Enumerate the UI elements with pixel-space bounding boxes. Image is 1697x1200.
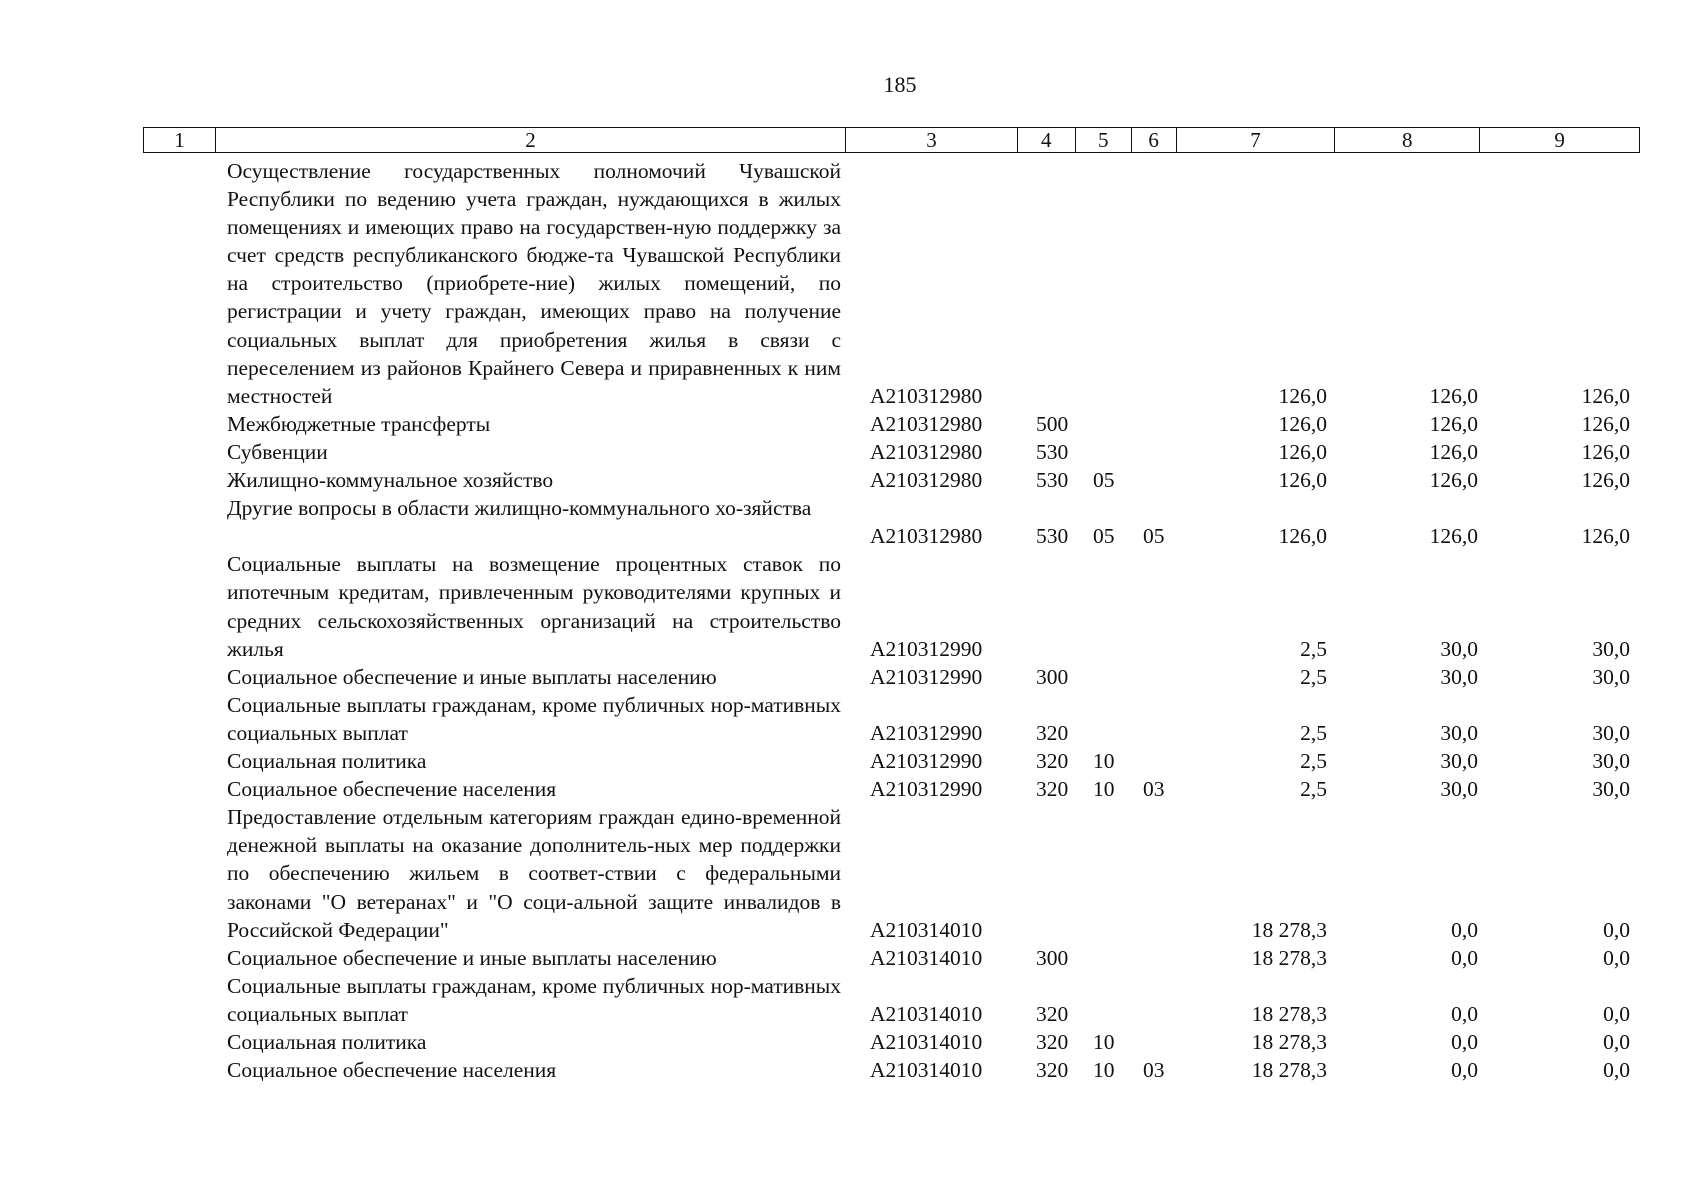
row-col-5: 10 [1093, 777, 1115, 802]
table-row [0, 1028, 1697, 1056]
table-row [0, 157, 1697, 410]
row-name: Социальное обеспечение и иные выплаты населению [227, 664, 717, 689]
row-col-7: 126,0 [1278, 411, 1327, 436]
row-name: Социальные выплаты гражданам, кроме публичных нор-мативных социальных выплат [227, 973, 841, 1026]
row-col-4: 530 [1036, 468, 1069, 493]
row-col-4: 320 [1036, 1001, 1069, 1026]
row-col-3: А210314010 [870, 1058, 983, 1083]
row-name: Другие вопросы в области жилищно-коммунального хо-зяйства [227, 496, 812, 521]
table-row [0, 972, 1697, 1028]
row-col-7: 126,0 [1278, 468, 1327, 493]
row-col-3: А210312980 [870, 468, 983, 493]
row-col-5: 05 [1093, 468, 1115, 493]
row-name: Социальные выплаты на возмещение процентных ставок по ипотечным кредитам, привлеченным руководителями крупных и средних сельскохозяйственных организаций на строительство жилья [227, 552, 841, 661]
row-col-3: А210312980 [870, 439, 983, 464]
row-col-9: 30,0 [1592, 720, 1630, 745]
row-col-9: 126,0 [1581, 383, 1630, 408]
row-col-3: А210314010 [870, 1001, 983, 1026]
row-col-9: 0,0 [1603, 1058, 1630, 1083]
row-col-4: 320 [1036, 1058, 1069, 1083]
table-row [0, 944, 1697, 972]
row-col-6: 03 [1143, 1058, 1165, 1083]
row-col-8: 30,0 [1440, 664, 1478, 689]
row-col-7: 18 278,3 [1251, 945, 1327, 970]
row-col-8: 30,0 [1440, 720, 1478, 745]
row-col-3: А210312990 [870, 664, 983, 689]
row-col-4: 500 [1036, 411, 1069, 436]
header-col-9: 9 [1554, 128, 1565, 152]
row-col-5: 10 [1093, 749, 1115, 774]
row-col-9: 126,0 [1581, 468, 1630, 493]
row-col-3: А210314010 [870, 1030, 983, 1054]
row-col-8: 0,0 [1451, 1030, 1478, 1054]
table-row [0, 466, 1697, 494]
table-row [0, 550, 1697, 662]
row-col-8: 126,0 [1429, 439, 1478, 464]
page-number: 185 [883, 72, 917, 97]
table-header [143, 127, 1640, 153]
table-row [0, 747, 1697, 775]
row-col-4: 300 [1036, 664, 1069, 689]
row-name: Осуществление государственных полномочий Чувашской Республики по ведению учета граждан, нуждающихся в жилых помещениях и имеющих право на государствен-ную поддержку за счет средств республиканского бюдже-та Чувашской Республики на строительство (приобрете-ние) жилых помещений, по регистрации и учету граждан, имеющих право на получение социальных выплат для приобретения жилья в связи с переселением из районов Крайнего Севера и приравненных к ним местностей [227, 159, 841, 408]
row-col-8: 0,0 [1451, 1001, 1478, 1026]
row-col-3: А210312990 [870, 636, 983, 661]
row-col-4: 320 [1036, 749, 1069, 774]
row-col-7: 126,0 [1278, 524, 1327, 549]
header-col-1: 1 [144, 128, 216, 152]
row-col-9: 30,0 [1592, 777, 1630, 802]
row-col-9: 0,0 [1603, 1030, 1630, 1054]
row-name: Социальное обеспечение населения [227, 1058, 557, 1083]
row-name: Социальная политика [227, 1030, 427, 1054]
row-name: Социальное обеспечение и иные выплаты населению [227, 945, 717, 970]
row-name: Жилищно-коммунальное хозяйство [227, 468, 554, 493]
row-name: Межбюджетные трансферты [227, 411, 491, 436]
row-name: Субвенции [227, 439, 328, 464]
table-row [0, 691, 1697, 747]
row-col-4: 530 [1036, 439, 1069, 464]
row-name: Социальное обеспечение населения [227, 777, 557, 802]
header-col-4: 4 [1018, 128, 1076, 152]
row-col-6: 03 [1143, 777, 1165, 802]
row-col-3: А210314010 [870, 945, 983, 970]
row-col-7: 2,5 [1300, 720, 1327, 745]
row-col-3: А210312990 [870, 720, 983, 745]
row-col-4: 530 [1036, 524, 1069, 549]
header-col-3: 3 [846, 128, 1018, 152]
row-col-9: 30,0 [1592, 749, 1630, 774]
row-col-8: 126,0 [1429, 524, 1478, 549]
table-row [0, 663, 1697, 691]
header-col-2: 2 [216, 128, 846, 152]
row-col-6: 05 [1143, 524, 1165, 549]
row-col-8: 126,0 [1429, 383, 1478, 408]
row-col-8: 30,0 [1440, 636, 1478, 661]
row-col-8: 126,0 [1429, 468, 1478, 493]
row-name: Социальная политика [227, 749, 427, 774]
table-row [0, 775, 1697, 803]
row-col-7: 126,0 [1278, 439, 1327, 464]
row-col-8: 0,0 [1451, 917, 1478, 942]
row-col-7: 2,5 [1300, 749, 1327, 774]
row-col-4: 320 [1036, 1030, 1069, 1054]
row-col-9: 126,0 [1581, 524, 1630, 549]
row-col-9: 30,0 [1592, 636, 1630, 661]
row-col-7: 126,0 [1278, 383, 1327, 408]
row-col-4: 320 [1036, 777, 1069, 802]
row-col-7: 18 278,3 [1251, 1030, 1327, 1054]
header-col-6: 6 [1132, 128, 1177, 152]
header-col-5: 5 [1076, 128, 1132, 152]
row-col-4: 300 [1036, 945, 1069, 970]
row-col-5: 10 [1093, 1030, 1115, 1054]
row-col-9: 126,0 [1581, 439, 1630, 464]
row-col-8: 30,0 [1440, 749, 1478, 774]
table-row [0, 410, 1697, 438]
row-name: Предоставление отдельным категориям граждан едино-временной денежной выплаты на оказание дополнитель-ных мер поддержки по обеспечению жильем в соответ-ствии с федеральными законами "О ветеранах" и "О соци-альной защите инвалидов в Российской Федерации" [227, 805, 841, 942]
row-col-5: 05 [1093, 524, 1115, 549]
row-col-7: 2,5 [1300, 777, 1327, 802]
header-col-8: 8 [1335, 128, 1480, 152]
header-col-7: 7 [1177, 128, 1336, 152]
row-col-3: А210312980 [870, 524, 983, 549]
row-col-7: 18 278,3 [1251, 1001, 1327, 1026]
row-col-9: 30,0 [1592, 664, 1630, 689]
table-row [0, 438, 1697, 466]
table-row [0, 803, 1697, 944]
table-row [0, 494, 1697, 550]
table-row [0, 1056, 1697, 1084]
row-col-7: 2,5 [1300, 664, 1327, 689]
row-col-5: 10 [1093, 1058, 1115, 1083]
row-name: Социальные выплаты гражданам, кроме публичных нор-мативных социальных выплат [227, 692, 841, 745]
row-col-8: 0,0 [1451, 945, 1478, 970]
row-col-9: 0,0 [1603, 1001, 1630, 1026]
table-body [0, 157, 1697, 1084]
row-col-9: 126,0 [1581, 411, 1630, 436]
row-col-4: 320 [1036, 720, 1069, 745]
row-col-7: 2,5 [1300, 636, 1327, 661]
row-col-8: 0,0 [1451, 1058, 1478, 1083]
row-col-8: 126,0 [1429, 411, 1478, 436]
row-col-3: А210312980 [870, 411, 983, 436]
row-col-3: А210312980 [870, 383, 983, 408]
row-col-3: А210312990 [870, 777, 983, 802]
row-col-9: 0,0 [1603, 917, 1630, 942]
row-col-8: 30,0 [1440, 777, 1478, 802]
row-col-7: 18 278,3 [1251, 1058, 1327, 1083]
row-col-3: А210312990 [870, 749, 983, 774]
row-col-7: 18 278,3 [1251, 917, 1327, 942]
row-col-9: 0,0 [1603, 945, 1630, 970]
row-col-3: А210314010 [870, 917, 983, 942]
